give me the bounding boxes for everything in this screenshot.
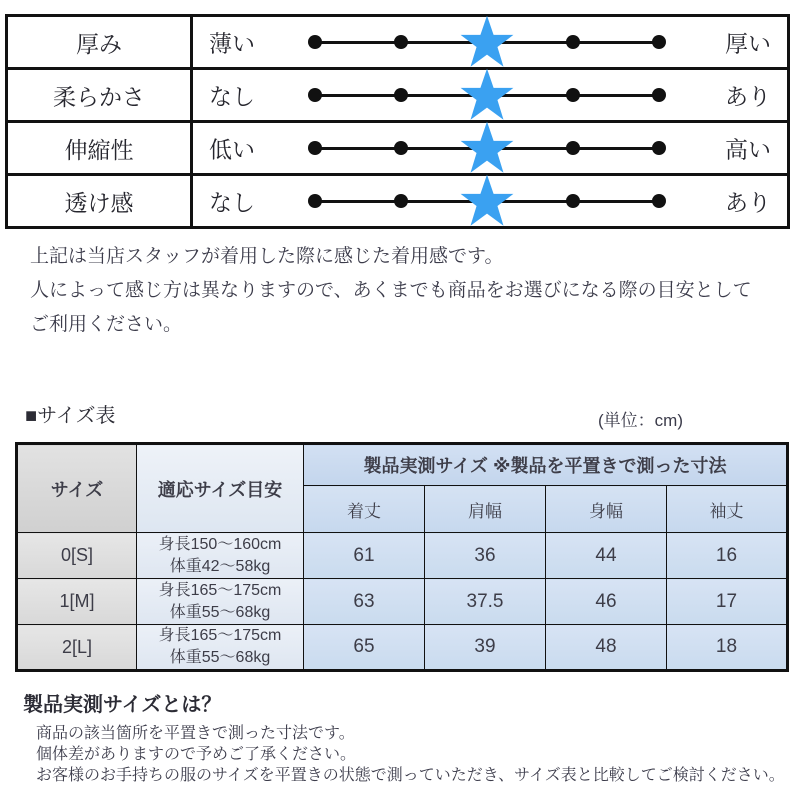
scale-max-label: あり (725, 189, 771, 216)
explanation-body (36, 723, 785, 786)
scale-min-label: なし (209, 189, 255, 216)
rating-scale (315, 70, 659, 120)
scale-dot (394, 35, 408, 49)
scale-dot (652, 141, 666, 155)
scale-dot (566, 141, 580, 155)
scale-dot (652, 35, 666, 49)
value-cell: 65 (304, 625, 425, 671)
value-cell: 63 (304, 579, 425, 625)
fit-cell (137, 533, 304, 579)
rating-star-icon (460, 174, 515, 229)
rating-scale (315, 123, 659, 173)
fit-weight: 体重42〜58kg (169, 557, 271, 575)
rating-label: 伸縮性 (8, 123, 193, 173)
fit-height: 身長150〜160cm (158, 535, 282, 553)
size-table-title: ■サイズ表 (25, 405, 116, 427)
scale-max-label: 高い (725, 136, 771, 163)
rating-star-icon (460, 121, 515, 176)
fit-note-line: 人によって感じ方は異なりますので、あくまでも商品をお選びになる際の目安として (30, 280, 752, 301)
size-table-unit-label: (単位：cm) (598, 411, 683, 430)
explanation-line: お客様のお手持ちの服のサイズを平置きの状態で測っていただき、サイズ表と比較してご検討ください。 (36, 767, 785, 784)
explanation-line: 商品の該当箇所を平置きで測った寸法です。 (36, 725, 355, 742)
scale-dot (566, 88, 580, 102)
column-header-sleeve-length: 袖丈 (667, 486, 788, 533)
scale-dot (652, 194, 666, 208)
measured-size-explanation (23, 692, 785, 786)
scale-dot (308, 194, 322, 208)
value-cell: 48 (546, 625, 667, 671)
fit-note-line: ご利用ください。 (30, 314, 183, 335)
scale-dot (566, 194, 580, 208)
column-header-body-width: 身幅 (546, 486, 667, 533)
scale-dot (394, 88, 408, 102)
scale-min-label: なし (209, 83, 255, 110)
column-header-body-length: 着丈 (304, 486, 425, 533)
size-row-l (17, 625, 788, 671)
scale-dot (394, 141, 408, 155)
fit-weight: 体重55〜68kg (169, 649, 271, 666)
value-cell: 61 (304, 533, 425, 579)
scale-min-label: 薄い (209, 30, 255, 57)
rating-row-stretch (8, 123, 787, 176)
size-cell: 2[L] (17, 625, 137, 671)
size-cell: 0[S] (17, 533, 137, 579)
scale-max-label: 厚い (725, 30, 771, 57)
fit-note-line: 上記は当店スタッフが着用した際に感じた着用感です。 (30, 246, 504, 267)
fit-height: 身長165〜175cm (158, 627, 282, 644)
fit-note (30, 240, 752, 342)
rating-star-icon (460, 68, 515, 123)
scale-dot (308, 35, 322, 49)
rating-scale-area (193, 70, 787, 120)
rating-scale-area (193, 176, 787, 226)
rating-scale (315, 17, 659, 67)
fit-feel-rating-table (5, 14, 790, 229)
scale-dot (394, 194, 408, 208)
explanation-heading: 製品実測サイズとは？ (23, 694, 222, 716)
fit-cell (137, 579, 304, 625)
fit-height: 身長165〜175cm (158, 581, 282, 599)
value-cell: 44 (546, 533, 667, 579)
value-cell: 17 (667, 579, 788, 625)
rating-row-softness (8, 70, 787, 123)
fit-cell (137, 625, 304, 671)
rating-scale-area (193, 123, 787, 173)
value-cell: 46 (546, 579, 667, 625)
column-header-size: サイズ (17, 444, 137, 533)
scale-max-label: あり (725, 83, 771, 110)
value-cell: 36 (425, 533, 546, 579)
value-cell: 18 (667, 625, 788, 671)
scale-min-label: 低い (209, 136, 255, 163)
rating-label: 透け感 (8, 176, 193, 226)
scale-dot (308, 88, 322, 102)
size-row-m (17, 579, 788, 625)
scale-dot (308, 141, 322, 155)
scale-dot (652, 88, 666, 102)
value-cell: 39 (425, 625, 546, 671)
rating-scale (315, 176, 659, 226)
column-header-measured: 製品実測サイズ ※製品を平置きで測った寸法 (304, 444, 788, 486)
column-header-fit: 適応サイズ目安 (137, 444, 304, 533)
explanation-line: 個体差がありますので予めご了承ください。 (36, 746, 357, 763)
rating-row-thickness (8, 17, 787, 70)
size-table-header-row-1 (17, 444, 788, 486)
fit-weight: 体重55〜68kg (169, 603, 271, 621)
rating-scale-area (193, 17, 787, 67)
size-row-s (17, 533, 788, 579)
size-table (15, 442, 789, 672)
scale-dot (566, 35, 580, 49)
value-cell: 37.5 (425, 579, 546, 625)
rating-label: 柔らかさ (8, 70, 193, 120)
rating-label: 厚み (8, 17, 193, 67)
column-header-shoulder-width: 肩幅 (425, 486, 546, 533)
size-cell: 1[M] (17, 579, 137, 625)
rating-row-sheerness (8, 176, 787, 226)
rating-star-icon (460, 15, 515, 70)
value-cell: 16 (667, 533, 788, 579)
